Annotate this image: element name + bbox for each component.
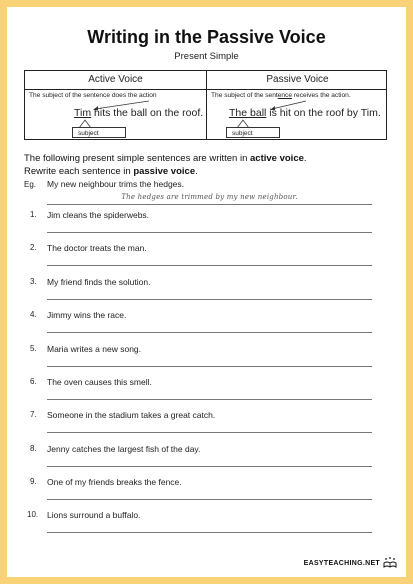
- answer-line[interactable]: [47, 232, 372, 233]
- question-item: [24, 410, 384, 440]
- passive-desc-pre: The subject of the sent: [211, 92, 278, 99]
- question-number: 10.: [27, 510, 39, 519]
- passive-sentence-rest: is hit on the roof by Tim.: [266, 107, 381, 119]
- instr-text: .: [303, 153, 307, 164]
- question-item: [24, 444, 384, 474]
- instr-bold: passive voice: [133, 165, 196, 177]
- active-voice-column: [25, 71, 206, 139]
- active-sentence-rest: hits the ball on the roof.: [91, 107, 204, 119]
- question-number: 6.: [30, 377, 37, 386]
- question-text: Jim cleans the spiderwebs.: [47, 210, 150, 220]
- answer-line[interactable]: [47, 499, 372, 500]
- question-item: [24, 344, 384, 374]
- passive-voice-description: [211, 92, 351, 99]
- question-item: [24, 477, 384, 507]
- question-number: 8.: [30, 444, 37, 453]
- question-item: [24, 277, 384, 307]
- active-voice-heading: Active Voice: [88, 74, 143, 85]
- answer-line[interactable]: [47, 466, 372, 467]
- answer-line[interactable]: [47, 366, 372, 367]
- answer-line[interactable]: [47, 532, 372, 533]
- question-item: [24, 310, 384, 340]
- question-text: The oven causes this smell.: [47, 377, 152, 387]
- passive-voice-heading: Passive Voice: [266, 74, 329, 85]
- page-subtitle: Present Simple: [174, 51, 239, 62]
- instr-text: The following present simple sentences are written in: [24, 153, 251, 164]
- instr-text: Rewrite each sentence in: [24, 165, 134, 177]
- passive-sentence-subject: The ball: [229, 107, 267, 119]
- question-item: [24, 210, 384, 240]
- answer-line[interactable]: [47, 299, 372, 300]
- example-sentence: My new neighbour trims the hedges.: [47, 179, 185, 189]
- question-text: One of my friends breaks the fence.: [47, 477, 182, 487]
- question-number: 5.: [30, 344, 37, 353]
- question-text: Someone in the stadium takes a great catch.: [47, 410, 216, 420]
- instr-text: .: [195, 165, 198, 177]
- question-item: [24, 243, 384, 273]
- instr-bold: active voice: [250, 153, 304, 164]
- question-text: My friend finds the solution.: [47, 277, 151, 287]
- passive-desc-post: receives the action.: [292, 92, 351, 99]
- instructions-line-1: [24, 153, 307, 166]
- question-item: [24, 510, 384, 540]
- passive-voice-sentence: [229, 107, 381, 119]
- worksheet-page: [7, 7, 406, 577]
- active-voice-description: The subject of the sentence does the action: [29, 92, 157, 99]
- answer-line[interactable]: [47, 432, 372, 433]
- example-answer-line: [47, 204, 372, 205]
- question-text: Maria writes a new song.: [47, 344, 142, 354]
- question-text: Jimmy wins the race.: [47, 310, 127, 320]
- instructions: [24, 153, 307, 178]
- question-text: Lions surround a buffalo.: [47, 510, 141, 520]
- active-voice-sentence: [74, 107, 203, 119]
- book-icon: [383, 557, 397, 569]
- page-title: Writing in the Passive Voice: [87, 27, 326, 47]
- question-number: 9.: [30, 477, 37, 486]
- passive-voice-column: [207, 71, 388, 139]
- question-number: 7.: [30, 410, 37, 419]
- instructions-line-2: [24, 166, 307, 179]
- active-subject-label: subject: [72, 127, 126, 138]
- site-logo-text: EASYTEACHING.NET: [303, 560, 380, 567]
- answer-line[interactable]: [47, 399, 372, 400]
- question-number: 2.: [30, 243, 37, 252]
- voice-comparison-table: [24, 70, 387, 140]
- passive-subject-label: subject: [226, 127, 280, 138]
- question-number: 1.: [30, 210, 37, 219]
- answer-line[interactable]: [47, 265, 372, 266]
- passive-desc-mid: ence: [277, 92, 293, 99]
- question-text: Jenny catches the largest fish of the day.: [47, 444, 201, 454]
- question-item: [24, 377, 384, 407]
- active-sentence-subject: Tim: [74, 107, 92, 119]
- question-number: 3.: [30, 277, 37, 286]
- question-text: The doctor treats the man.: [47, 243, 147, 253]
- example-label: Eg.: [24, 180, 37, 189]
- question-number: 4.: [30, 310, 37, 319]
- answer-line[interactable]: [47, 332, 372, 333]
- example-answer: The hedges are trimmed by my new neighbour.: [121, 193, 298, 201]
